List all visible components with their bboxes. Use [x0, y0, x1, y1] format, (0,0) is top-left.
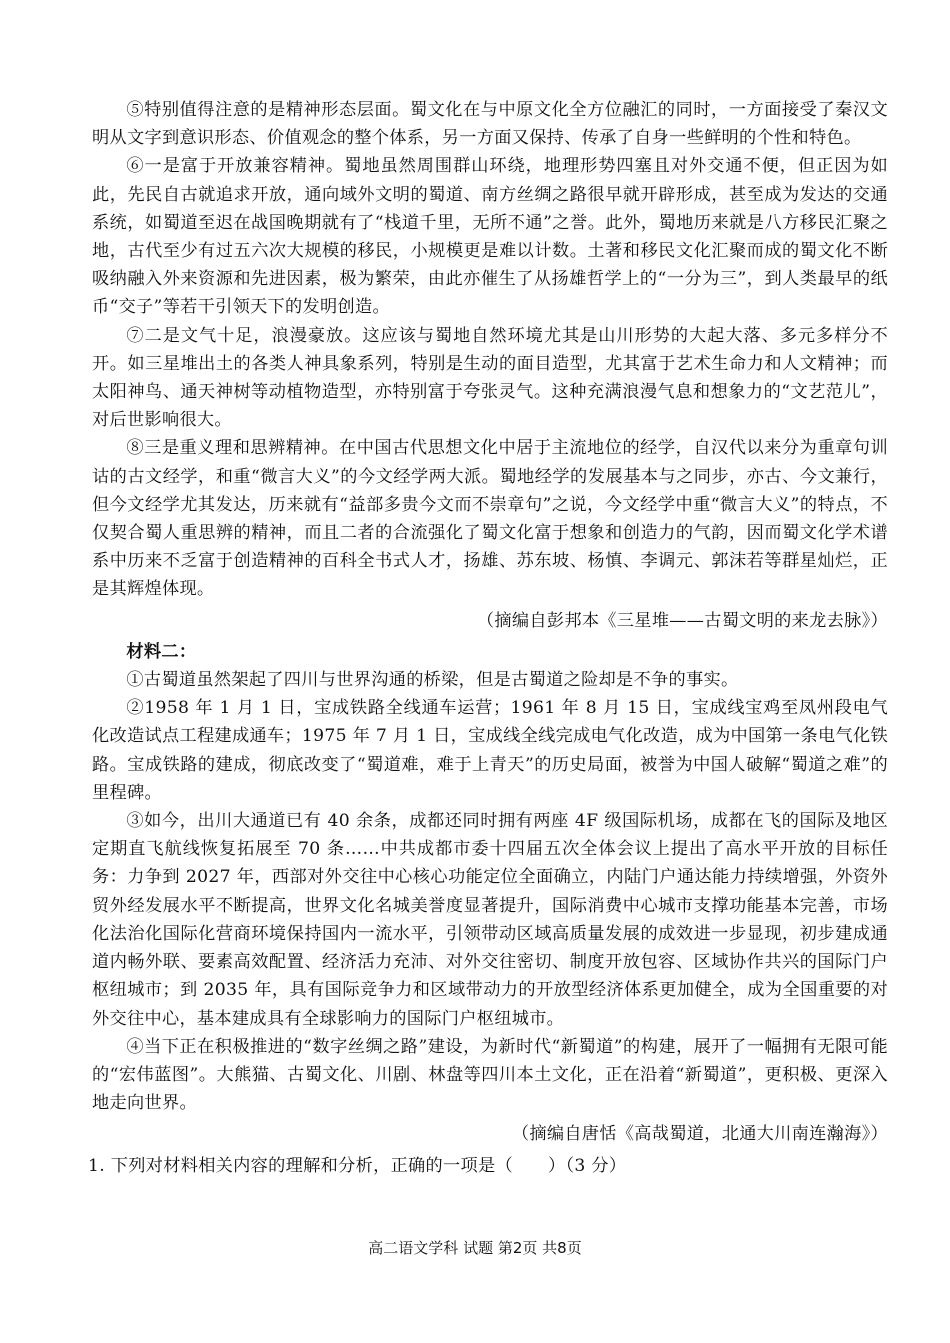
material2-paragraph-4: ④当下正在积极推进的“数字丝绸之路”建设，为新时代“新蜀道”的构建，展开了一幅拥有无限可能的“宏伟蓝图”。大熊猫、古蜀文化、川剧、林盘等四川本土文化，正在沿着“新蜀道”，更积极、更深入地走向世界。: [92, 1036, 888, 1114]
paragraph-7: ⑦二是文气十足，浪漫豪放。这应该与蜀地自然环境尤其是山川形势的大起大落、多元多样分不开。如三星堆出土的各类人神具象系列，特别是生动的面目造型，尤其富于艺术生命力和人文精神；而太阳神鸟、通天神树等动植物造型，亦特别富于夸张灵气。这种充满浪漫气息和想象力的“文艺范儿”，对后世影响很大。: [92, 325, 888, 431]
paragraph-8: ⑧三是重义理和思辨精神。在中国古代思想文化中居于主流地位的经学，自汉代以来分为重章句训诂的古文经学，和重“微言大义”的今文经学两大派。蜀地经学的发展基本与之同步，亦古、今文兼行，但今文经学尤其发达，历来就有“益部多贵今文而不崇章句”之说，今文经学中重“微言大义”的特点，不仅契合蜀人重思辨的精神，而且二者的合流强化了蜀文化富于想象和创造力的气韵，因而蜀文化学术谱系中历来不乏富于创造精神的百科全书式人才，扬雄、苏东坡、杨慎、李调元、郭沫若等群星灿烂，正是其辉煌体现。: [92, 438, 888, 600]
paragraph-5: ⑤特别值得注意的是精神形态层面。蜀文化在与中原文化全方位融汇的同时，一方面接受了秦汉文明从文字到意识形态、价值观念的整个体系，另一方面又保持、传承了自身一些鲜明的个性和特色。: [92, 100, 888, 149]
material2-paragraph-1: ①古蜀道虽然架起了四川与世界沟通的桥梁，但是古蜀道之险却是不争的事实。: [126, 670, 739, 691]
material1-source: （摘编自彭邦本《三星堆——古蜀文明的来龙去脉》）: [476, 610, 888, 631]
material2-heading: 材料二：: [126, 641, 197, 662]
material2-paragraph-3: ③如今，出川大通道已有 40 余条，成都还同时拥有两座 4F 级国际机场，成都在飞的国际及地区定期直飞航线恢复拓展至 70 条……中共成都市委十四届五次全体会议上提出了高水平开放的目标任务：力争到 2027 年，西部对外交往中心核心功能定位全面确立，内陆门户通达能力持续增强，外资外贸外经发展水平不断提高，世界文化名城美誉度显著提升，国际消费中心城市支撑功能基本完善，市场化法治化国际化营商环境保持国内一流水平，引领带动区域高质量发展的成效进一步显现，初步建成通道内畅外联、要素高效配置、经济活力充沛、对外交往密切、制度开放包容、区域协作共兴的国际门户枢纽城市；到 2035 年，具有国际竞争力和区域带动力的开放型经济体系更加健全，成为全国重要的对外交往中心，基本建成具有全球影响力的国际门户枢纽城市。: [92, 811, 888, 1029]
material2-paragraph-2: ②1958 年 1 月 1 日，宝成铁路全线通车运营；1961 年 8 月 15 日，宝成线宝鸡至凤州段电气化改造试点工程建成通车；1975 年 7 月 1 日，宝成线全线完成电气化改造，成为中国第一条电气化铁路。宝成铁路的建成，彻底改变了“蜀道难，难于上青天”的历史局面，被誉为中国人破解“蜀道之难”的里程碑。: [92, 698, 888, 803]
paragraph-6: ⑥一是富于开放兼容精神。蜀地虽然周围群山环绕，地理形势四塞且对外交通不便，但正因为如此，先民自古就追求开放，通向域外文明的蜀道、南方丝绸之路很早就开辟形成，甚至成为发达的交通系统，如蜀道至迟在战国晚期就有了“栈道千里，无所不通”之誉。此外，蜀地历来就是八方移民汇聚之地，古代至少有过五六次大规模的移民，小规模更是难以计数。土著和移民文化汇聚而成的蜀文化不断吸纳融入外来资源和先进因素，极为繁荣，由此亦催生了从扬雄哲学上的“一分为三”，到人类最早的纸币“交子”等若干引领天下的发明创造。: [92, 156, 888, 318]
question-1: 1. 下列对材料相关内容的理解和分析，正确的一项是（ ）（3 分）: [88, 1155, 627, 1176]
page-footer: 高二语文学科 试题 第2页 共8页: [368, 1239, 582, 1257]
reading-passage: [88, 96, 888, 1180]
material2-source: （摘编自唐恬《高哉蜀道，北通大川南连瀚海》）: [511, 1124, 888, 1145]
